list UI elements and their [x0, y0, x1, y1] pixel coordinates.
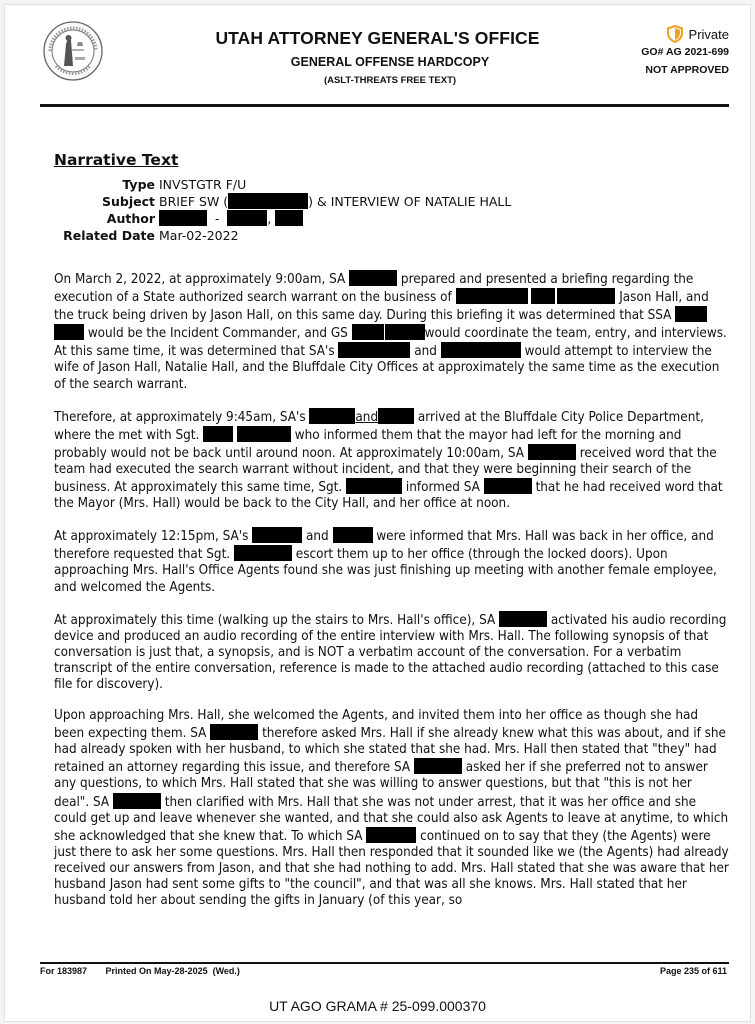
redaction	[203, 426, 233, 442]
redaction	[275, 210, 303, 226]
text: Jason Hall, and the truck being driven by Jason Hall, on this same day. During this briefing it was determined that SSA	[54, 290, 709, 324]
redaction	[252, 527, 302, 543]
redaction	[227, 210, 267, 226]
report-type: GENERAL OFFENSE HARDCOPY	[290, 55, 490, 69]
text: and	[410, 344, 441, 360]
text: prepared and presented a briefing regarding the execution of a State authorized search warrant on the business of	[54, 272, 694, 306]
paragraph-escort	[54, 527, 729, 595]
author-dash: -	[214, 211, 220, 226]
text: therefore asked Mrs. Hall if she already knew what this was about, and if she had already spoken with her husband, to which she stated that she had. Mrs. Hall then stated that "they" had retained an attorney regarding this issue, and therefore SA	[54, 726, 726, 776]
redaction	[385, 324, 425, 340]
privacy-badge	[667, 25, 729, 43]
text: informed SA	[402, 480, 484, 496]
paragraph-briefing	[54, 270, 729, 393]
report-category: (ASLT-THREATS FREE TEXT)	[323, 75, 457, 86]
narrative-body	[54, 270, 729, 924]
paragraph-arrival	[54, 408, 729, 513]
text: were informed that Mrs. Hall was back in her office, and therefore requested that Sgt.	[54, 529, 714, 563]
redaction	[159, 210, 207, 226]
type-value: INVSTGTR F/U	[159, 177, 247, 192]
subject-text-post: ) & INTERVIEW OF NATALIE HALL	[308, 194, 512, 209]
paragraph-interview	[54, 708, 729, 909]
author-value	[159, 210, 303, 227]
subject-label: Subject	[102, 194, 155, 209]
text: arrived at the Bluffdale City Police Department, where the met with Sgt.	[54, 409, 704, 443]
subject-row	[54, 193, 511, 210]
redaction	[499, 611, 547, 627]
redaction	[54, 324, 84, 340]
footer-divider	[40, 962, 729, 964]
redaction	[228, 193, 308, 209]
header-divider	[40, 104, 729, 107]
footer-left	[40, 966, 256, 976]
grama-number: UT AGO GRAMA # 25-099.000370	[269, 998, 486, 1014]
redaction	[441, 342, 521, 358]
redaction	[557, 288, 615, 304]
text: asked her if she preferred not to answer any questions, to which Mrs. Hall stated that she was willing to answer questions, but that "this is not her deal". SA	[54, 760, 708, 810]
text: At approximately this time (walking up the stairs to Mrs. Hall's office), SA	[54, 612, 500, 628]
redaction	[366, 827, 416, 843]
paragraph-recording	[54, 611, 729, 693]
type-row	[54, 176, 511, 193]
subject-value	[159, 193, 511, 210]
redaction	[531, 288, 555, 304]
redaction	[675, 306, 707, 322]
related-date-row	[54, 227, 511, 244]
text: who informed them that the mayor had left for the morning and probably would not be back until around noon. At approximately 10:00am, SA	[54, 427, 682, 461]
text: On March 2, 2022, at approximately 9:00am, SA	[54, 272, 350, 287]
redaction	[113, 793, 161, 809]
author-row	[54, 210, 511, 227]
related-date-value: Mar-02-2022	[159, 228, 239, 243]
redaction	[234, 545, 292, 561]
approval-status: NOT APPROVED	[645, 64, 729, 76]
office-title: UTAH ATTORNEY GENERAL'S OFFICE	[215, 28, 540, 48]
redaction	[378, 408, 414, 424]
redaction	[237, 426, 291, 442]
redaction	[352, 324, 384, 340]
type-label: Type	[122, 177, 155, 192]
redaction	[210, 724, 258, 740]
printed-date: Printed On May-28-2025 (Wed.)	[105, 966, 240, 976]
report-id: For 183987	[40, 966, 88, 976]
redaction	[338, 342, 410, 358]
text: continued on to say that they (the Agents) were just there to ask her some questions. Mrs. Hall then responded that it sounded like we (the Agents) had already received our answers from Jason, and that she had nothing to add. Mrs. Hall stated that she was aware that her husband Jason had sent some gifts to "the council", and that was all she knows. Mrs. Hall stated that her husband told her about sending the gifts in January (of this year, so	[54, 828, 729, 909]
shield-icon	[667, 25, 683, 43]
subject-text-pre: BRIEF SW (	[159, 194, 229, 209]
text: received word that the team had executed the search warrant without incident, and that they were beginning their search of the business. At approximately this same time, Sgt.	[54, 445, 717, 496]
text: that he had received word that the Mayor (Mrs. Hall) would be back to the City Hall, and her office at noon.	[54, 480, 723, 512]
go-number: GO# AG 2021-699	[641, 46, 729, 58]
redaction	[346, 478, 402, 494]
text: activated his audio recording device and produced an audio recording of the entire interview with Mrs. Hall. The following synopsis of that conversation is just that, a synopsis, and is NOT a verbatim account of the conversation. For a verbatim transcript of the entire conversation, reference is made to the attached audio recording (attached to this case file for discovery).	[54, 612, 727, 692]
page-number: Page 235 of 611	[659, 966, 727, 976]
redaction	[484, 478, 532, 494]
text: would be the Incident Commander, and GS	[84, 326, 352, 342]
text: Upon approaching Mrs. Hall, she welcomed the Agents, and invited them into her office as though she had been expecting them. SA	[54, 708, 699, 742]
privacy-label: Private	[688, 26, 729, 42]
redaction	[333, 527, 373, 543]
text: would attempt to interview the wife of Jason Hall, Natalie Hall, and the Bluffdale City Offices at approximately the same time as the execution of the search warrant.	[54, 344, 720, 392]
related-date-label: Related Date	[63, 228, 155, 243]
author-label: Author	[106, 211, 155, 226]
redaction	[309, 408, 355, 424]
text: escort them up to her office (through the locked doors). Upon approaching Mrs. Hall's Office Agents found she was just finishing up meeting with another female employee, and welcomed the Agents.	[54, 547, 717, 595]
redaction	[349, 270, 397, 286]
narrative-metadata	[54, 176, 511, 244]
redaction	[456, 288, 528, 304]
text: and	[355, 409, 379, 425]
section-heading: Narrative Text	[54, 151, 179, 169]
text: Therefore, at approximately 9:45am, SA's	[54, 409, 310, 425]
text: and	[302, 529, 333, 545]
author-comma: ,	[267, 211, 272, 226]
text: would coordinate the team, entry, and interviews. At this same time, it was determined that SA's	[54, 326, 727, 360]
redaction	[414, 758, 462, 774]
redaction	[528, 444, 576, 460]
text: At approximately 12:15pm, SA's	[54, 529, 253, 545]
text: then clarified with Mrs. Hall that she was not under arrest, that it was her office and she could get up and leave whenever she wanted, and that she could also ask Agents to leave at anytime, to which she acknowledged that she knew that. To which SA	[54, 794, 729, 844]
